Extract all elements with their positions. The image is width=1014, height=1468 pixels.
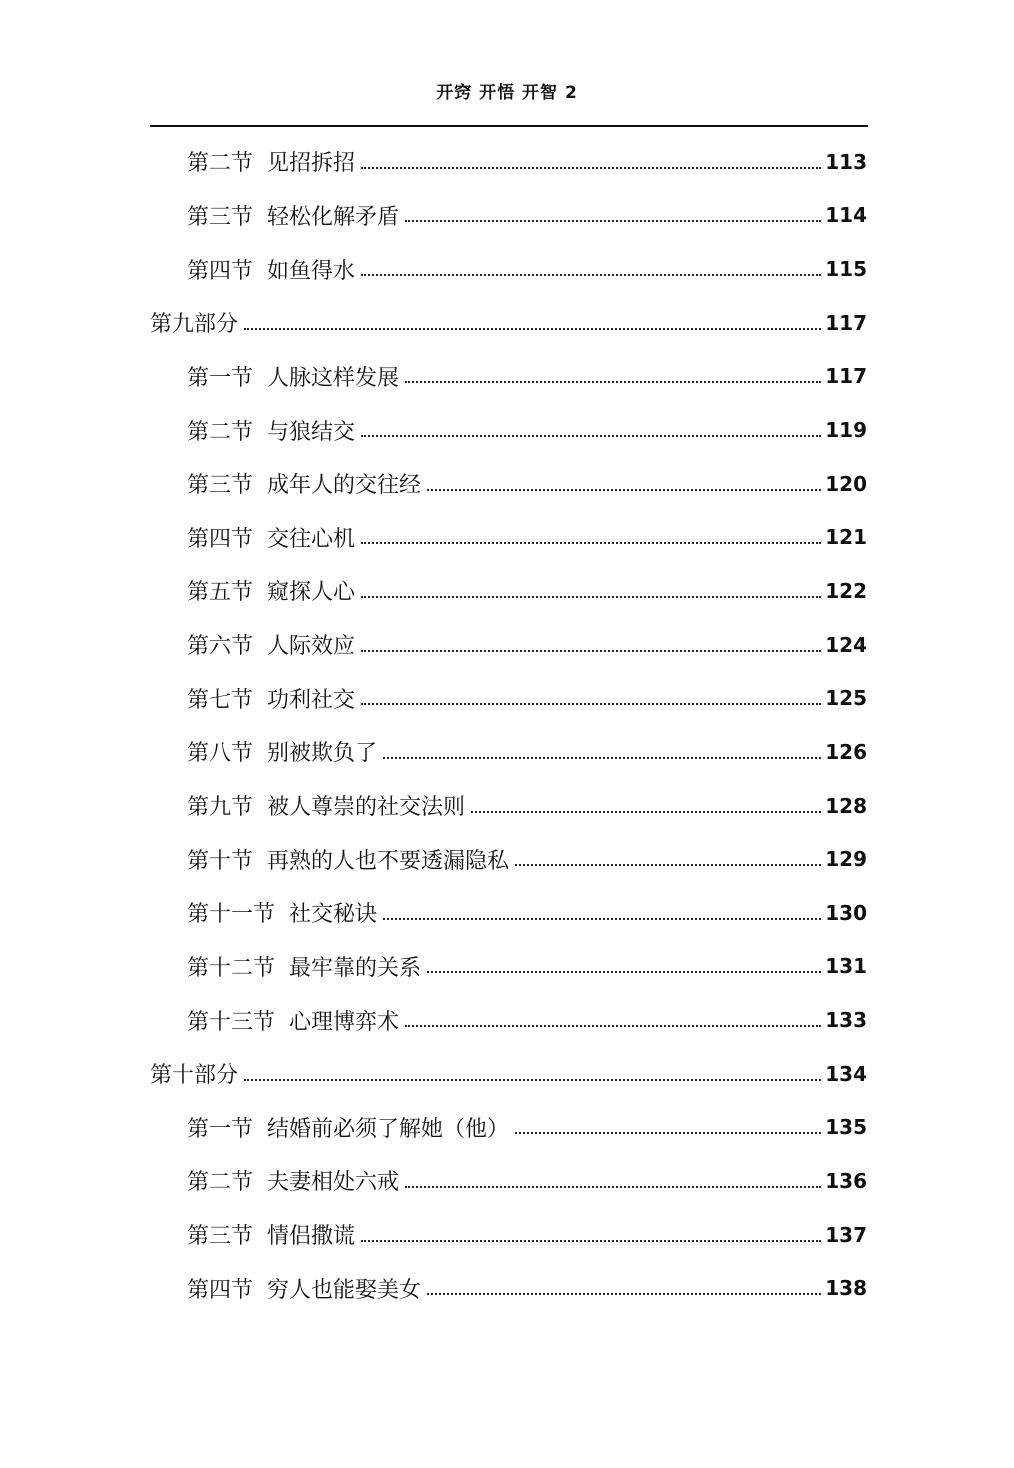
toc-entry-label: 第二节: [187, 1170, 254, 1196]
toc-section-entry[interactable]: [0, 1261, 867, 1315]
toc-entry-label: 第四节: [187, 526, 254, 552]
toc-page-number: 137: [825, 1222, 867, 1247]
dot-leader: [515, 864, 821, 866]
toc-entry-text: [150, 307, 238, 338]
dot-leader: [244, 328, 821, 330]
toc-entry-title: 夫妻相处六戒: [267, 1170, 400, 1196]
toc-entry-title: 穷人也能娶美女: [267, 1277, 422, 1303]
dot-leader: [383, 918, 821, 920]
dot-leader: [361, 542, 821, 544]
toc-entry-title: 再熟的人也不要透漏隐私: [267, 848, 510, 874]
toc-page-number: 114: [825, 203, 867, 228]
toc-entry-text: [187, 575, 355, 606]
toc-section-entry[interactable]: [0, 886, 867, 940]
toc-page-number: 117: [825, 364, 867, 389]
dot-leader: [405, 220, 821, 222]
table-of-contents: [0, 135, 1014, 1315]
toc-entry-text: [187, 522, 355, 553]
toc-entry-label: 第三节: [187, 204, 254, 230]
toc-section-entry[interactable]: [0, 1101, 867, 1155]
toc-entry-label: 第十部分: [150, 1063, 239, 1089]
toc-entry-label: 第九节: [187, 795, 254, 820]
toc-entry-label: 第三节: [187, 473, 254, 499]
toc-entry-title: 人际效应: [267, 634, 356, 660]
toc-entry-label: 第三节: [187, 1224, 254, 1250]
toc-entry-label: 第六节: [187, 634, 254, 660]
toc-entry-label: 第四节: [187, 258, 254, 284]
toc-page-number: 130: [825, 900, 867, 925]
toc-entry-title: 情侣撒谎: [267, 1224, 356, 1250]
toc-entry-text: [187, 790, 465, 821]
toc-entry-text: [187, 736, 377, 767]
toc-entry-label: 第一节: [187, 365, 254, 391]
toc-entry-label: 第十二节: [187, 955, 276, 981]
dot-leader: [427, 1293, 821, 1295]
toc-section-entry[interactable]: [0, 1208, 867, 1262]
toc-entry-text: [187, 897, 377, 928]
toc-page-number: 136: [825, 1168, 867, 1193]
toc-page-number: 120: [825, 471, 867, 496]
toc-entry-title: 窥探人心: [267, 580, 356, 606]
toc-section-entry[interactable]: [0, 350, 867, 404]
toc-entry-text: [187, 468, 421, 499]
toc-section-entry[interactable]: [0, 510, 867, 564]
toc-entry-text: [187, 200, 399, 231]
toc-entry-title: 轻松化解矛盾: [267, 204, 400, 230]
toc-section-entry[interactable]: [0, 725, 867, 779]
toc-entry-title: 如鱼得水: [267, 258, 356, 284]
toc-entry-label: 第二节: [187, 419, 254, 445]
dot-leader: [405, 1186, 821, 1188]
toc-entry-title: 被人尊崇的社交法则: [267, 795, 466, 820]
dot-leader: [427, 489, 821, 491]
toc-entry-title: 见招拆招: [267, 151, 356, 177]
toc-entry-text: [187, 146, 355, 177]
toc-section-entry[interactable]: [0, 564, 867, 618]
toc-page-number: 129: [825, 847, 867, 872]
toc-entry-title: 社交秘诀: [289, 902, 378, 928]
toc-page-number: 134: [825, 1061, 867, 1086]
toc-entry-label: 第十三节: [187, 1009, 276, 1035]
toc-entry-text: [187, 1273, 421, 1304]
toc-page-number: 131: [825, 954, 867, 979]
toc-entry-title: 最牢靠的关系: [289, 955, 422, 981]
toc-entry-text: [187, 415, 355, 446]
toc-entry-title: 与狼结交: [267, 419, 356, 445]
toc-part-entry[interactable]: [0, 1047, 867, 1101]
dot-leader: [361, 1240, 821, 1242]
toc-entry-title: 结婚前必须了解她（他）: [267, 1116, 510, 1142]
toc-section-entry[interactable]: [0, 618, 867, 672]
toc-page-number: 138: [825, 1276, 867, 1301]
toc-entry-text: [187, 951, 421, 982]
header-rule: [150, 125, 868, 127]
toc-entry-text: [187, 844, 509, 875]
toc-entry-title: 功利社交: [267, 687, 356, 713]
toc-entry-label: 第九部分: [150, 312, 239, 338]
dot-leader: [383, 757, 821, 759]
toc-entry-title: 人脉这样发展: [267, 365, 400, 391]
toc-entry-label: 第五节: [187, 580, 254, 606]
toc-section-entry[interactable]: [0, 779, 867, 833]
toc-entry-title: 交往心机: [267, 526, 356, 552]
toc-entry-text: [187, 254, 355, 285]
dot-leader: [361, 435, 821, 437]
toc-page-number: 113: [825, 149, 867, 174]
toc-entry-text: [187, 683, 355, 714]
toc-section-entry[interactable]: [0, 189, 867, 243]
toc-entry-label: 第七节: [187, 687, 254, 713]
toc-page-number: 128: [825, 793, 867, 818]
toc-section-entry[interactable]: [0, 242, 867, 296]
toc-section-entry[interactable]: [0, 940, 867, 994]
toc-entry-label: 第八节: [187, 741, 254, 767]
dot-leader: [361, 596, 821, 598]
toc-page-number: 125: [825, 686, 867, 711]
dot-leader: [405, 381, 821, 383]
toc-page-number: 124: [825, 632, 867, 657]
toc-page-number: 133: [825, 1008, 867, 1033]
dot-leader: [361, 650, 821, 652]
running-header: 开窍 开悟 开智 2: [436, 83, 578, 103]
toc-entry-label: 第一节: [187, 1116, 254, 1142]
toc-section-entry[interactable]: [0, 671, 867, 725]
toc-page-number: 119: [825, 418, 867, 443]
dot-leader: [405, 1025, 821, 1027]
toc-section-entry[interactable]: [0, 993, 867, 1047]
toc-section-entry[interactable]: [0, 457, 867, 511]
dot-leader: [244, 1079, 821, 1081]
toc-page-number: 135: [825, 1115, 867, 1140]
toc-page-number: 117: [825, 310, 867, 335]
toc-entry-text: [187, 1165, 399, 1196]
dot-leader: [427, 971, 821, 973]
dot-leader: [361, 167, 821, 169]
toc-entry-label: 第二节: [187, 151, 254, 177]
toc-entry-text: [187, 361, 399, 392]
toc-page-number: 122: [825, 578, 867, 603]
toc-entry-text: [187, 1005, 399, 1036]
toc-page-number: 121: [825, 525, 867, 550]
toc-section-entry[interactable]: [0, 1154, 867, 1208]
dot-leader: [361, 274, 821, 276]
toc-entry-title: 别被欺负了: [267, 741, 378, 767]
toc-entry-label: 第十节: [187, 848, 254, 874]
toc-entry-text: [150, 1058, 238, 1089]
toc-entry-text: [187, 629, 355, 660]
dot-leader: [471, 811, 821, 813]
toc-section-entry[interactable]: [0, 403, 867, 457]
toc-entry-label: 第四节: [187, 1277, 254, 1303]
toc-entry-title: 心理博弈术: [289, 1009, 400, 1035]
toc-entry-title: 成年人的交往经: [267, 473, 422, 499]
toc-page-number: 115: [825, 257, 867, 282]
toc-page-number: 126: [825, 739, 867, 764]
dot-leader: [361, 703, 821, 705]
toc-entry-text: [187, 1112, 509, 1143]
dot-leader: [515, 1132, 821, 1134]
toc-section-entry[interactable]: [0, 135, 867, 189]
toc-section-entry[interactable]: [0, 832, 867, 886]
toc-part-entry[interactable]: [0, 296, 867, 350]
toc-entry-text: [187, 1219, 355, 1250]
toc-entry-label: 第十一节: [187, 902, 276, 928]
